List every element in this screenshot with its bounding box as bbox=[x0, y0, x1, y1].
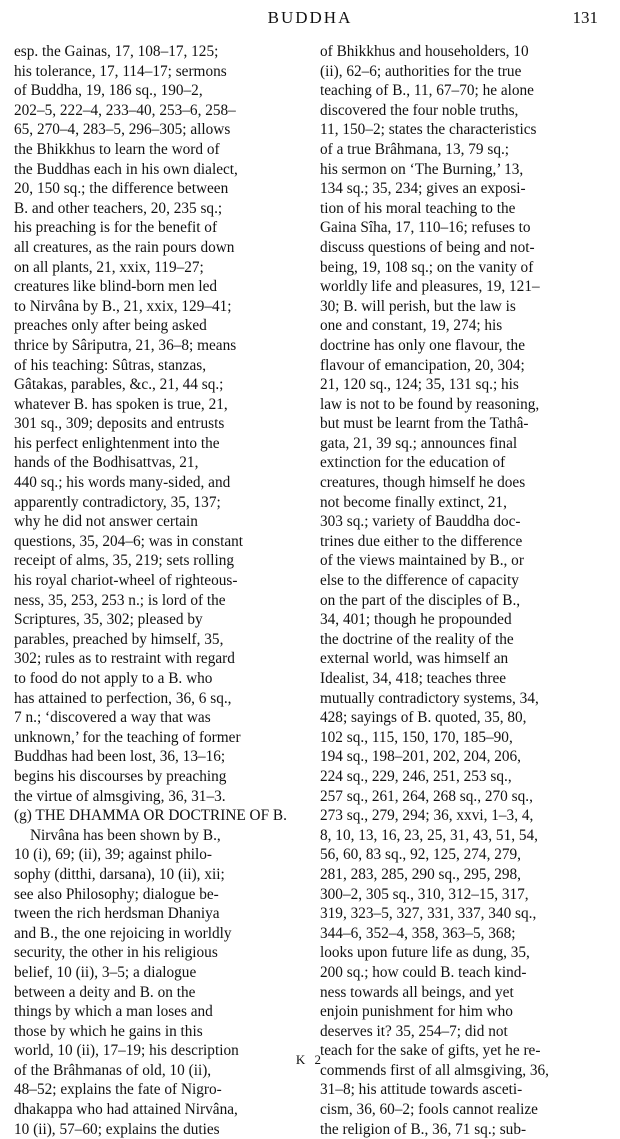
index-line: not become finally extinct, 21, bbox=[320, 493, 507, 511]
index-line: belief, 10 (ii), 3–5; a dialogue bbox=[14, 963, 197, 981]
index-line: begins his discourses by preaching bbox=[14, 767, 227, 785]
index-line: doctrine has only one flavour, the bbox=[320, 336, 525, 354]
index-line: Nirvâna has been shown by B., bbox=[30, 826, 221, 844]
index-line: to food do not apply to a B. who bbox=[14, 670, 213, 687]
index-line: the virtue of almsgiving, 36, 31–3. bbox=[14, 787, 226, 805]
index-line: receipt of alms, 35, 219; sets rolling bbox=[14, 552, 235, 570]
index-line: 102 sq., 115, 150, 170, 185–90, bbox=[320, 728, 513, 746]
index-line: of Bhikkhus and householders, 10 bbox=[320, 43, 529, 60]
index-line: 344–6, 352–4, 358, 363–5, 368; bbox=[320, 924, 516, 942]
index-line: B. and other teachers, 20, 235 sq.; bbox=[14, 199, 223, 217]
index-line: 134 sq.; 35, 234; gives an exposi- bbox=[320, 180, 526, 198]
index-line: tion of his moral teaching to the bbox=[320, 199, 516, 217]
index-line: the doctrine of the reality of the bbox=[320, 630, 514, 648]
index-line: else to the difference of capacity bbox=[320, 572, 519, 590]
index-line: one and constant, 19, 274; his bbox=[320, 317, 503, 335]
signature-mark: K 2 bbox=[295, 1052, 325, 1067]
index-line: 302; rules as to restraint with regard bbox=[14, 650, 235, 668]
index-line: mutually contradictory systems, 34, bbox=[320, 689, 539, 707]
index-line: looks upon future life as dung, 35, bbox=[320, 944, 530, 962]
index-line: Idealist, 34, 418; teaches three bbox=[320, 670, 507, 687]
index-line: see also Philosophy; dialogue be- bbox=[14, 885, 219, 903]
index-line: 11, 150–2; states the characteristics bbox=[320, 121, 537, 139]
index-line: his royal chariot-wheel of righteous- bbox=[14, 572, 238, 590]
index-line: creatures like blind-born men led bbox=[14, 278, 218, 296]
index-line: thrice by Sâriputra, 21, 36–8; means bbox=[14, 336, 237, 354]
index-line: esp. the Gainas, 17, 108–17, 125; bbox=[14, 43, 219, 60]
index-line: 300–2, 305 sq., 310, 312–15, 317, bbox=[320, 885, 529, 903]
index-line: 194 sq., 198–201, 202, 204, 206, bbox=[320, 748, 521, 766]
index-line: Buddhas had been lost, 36, 13–16; bbox=[14, 748, 226, 766]
index-line: of the Brâhmanas of old, 10 (ii), bbox=[14, 1061, 212, 1079]
index-line: whatever B. has spoken is true, 21, bbox=[14, 395, 228, 413]
index-line: parables, preached by himself, 35, bbox=[14, 630, 224, 648]
index-line: his sermon on ‘The Burning,’ 13, bbox=[320, 160, 524, 178]
index-line: cism, 36, 60–2; fools cannot realize bbox=[320, 1101, 538, 1119]
index-line: 10 (ii), 57–60; explains the duties bbox=[14, 1120, 220, 1138]
index-line: apparently contradictory, 35, 137; bbox=[14, 493, 221, 511]
index-line: Gâtakas, parables, &c., 21, 44 sq.; bbox=[14, 376, 224, 394]
index-line: enjoin punishment for him who bbox=[320, 1003, 513, 1021]
index-line: 202–5, 222–4, 233–40, 253–6, 258– bbox=[14, 101, 236, 119]
left-column bbox=[14, 42, 292, 1139]
index-line: teach for the sake of gifts, yet he re- bbox=[320, 1042, 541, 1060]
index-line: 65, 270–4, 283–5, 296–305; allows bbox=[14, 121, 231, 139]
index-line: 8, 10, 13, 16, 23, 25, 31, 43, 51, 54, bbox=[320, 826, 538, 844]
index-line: law is not to be found by reasoning, bbox=[320, 395, 540, 413]
index-line: but must be learnt from the Tathâ- bbox=[320, 415, 529, 433]
index-line: 303 sq.; variety of Bauddha doc- bbox=[320, 513, 521, 531]
index-line: commends first of all almsgiving, 36, bbox=[320, 1061, 549, 1079]
index-line: Gaina Sîha, 17, 110–16; refuses to bbox=[320, 219, 531, 237]
index-line: of a true Brâhmana, 13, 79 sq.; bbox=[320, 140, 510, 158]
index-line: sophy (ditthi, darsana), 10 (ii), xii; bbox=[14, 865, 225, 883]
index-line: trines due either to the difference bbox=[320, 532, 523, 550]
index-line: things by which a man loses and bbox=[14, 1003, 213, 1021]
index-line: discuss questions of being and not- bbox=[320, 238, 535, 256]
index-line: to Nirvâna by B., 21, xxix, 129–41; bbox=[14, 297, 232, 315]
index-line: on all plants, 21, xxix, 119–27; bbox=[14, 258, 204, 276]
page-number: 131 bbox=[572, 8, 598, 27]
index-line: 257 sq., 261, 264, 268 sq., 270 sq., bbox=[320, 787, 533, 805]
index-line: preaches only after being asked bbox=[14, 317, 207, 335]
index-line: on the part of the disciples of B., bbox=[320, 591, 521, 609]
index-line: 48–52; explains the fate of Nigro- bbox=[14, 1081, 222, 1099]
page-header bbox=[0, 8, 620, 34]
index-line: 428; sayings of B. quoted, 35, 80, bbox=[320, 709, 527, 727]
index-line: 56, 60, 83 sq., 92, 125, 274, 279, bbox=[320, 846, 521, 864]
index-line: being, 19, 108 sq.; on the vanity of bbox=[320, 258, 534, 276]
index-line: discovered the four noble truths, bbox=[320, 101, 519, 119]
index-line: of his teaching: Sûtras, stanzas, bbox=[14, 356, 207, 374]
right-column bbox=[320, 42, 598, 1139]
index-line: ness towards all beings, and yet bbox=[320, 983, 514, 1001]
index-line: the Buddhas each in his own dialect, bbox=[14, 160, 238, 178]
index-line: worldly life and pleasures, 19, 121– bbox=[320, 278, 540, 296]
index-line: 224 sq., 229, 246, 251, 253 sq., bbox=[320, 767, 512, 785]
index-line: all creatures, as the rain pours down bbox=[14, 238, 235, 256]
index-line: (g) THE DHAMMA OR DOCTRINE OF B. bbox=[14, 807, 287, 825]
index-line: 34, 401; though he propounded bbox=[320, 611, 512, 629]
index-line: 273 sq., 279, 294; 36, xxvi, 1–3, 4, bbox=[320, 807, 534, 825]
index-line: why he did not answer certain bbox=[14, 513, 198, 531]
index-line: of Buddha, 19, 186 sq., 190–2, bbox=[14, 82, 203, 100]
index-line: tween the rich herdsman Dhaniya bbox=[14, 905, 220, 923]
index-line: the religion of B., 36, 71 sq.; sub- bbox=[320, 1120, 527, 1138]
index-line: external world, was himself an bbox=[320, 650, 509, 668]
index-line: ness, 35, 253, 253 n.; is lord of the bbox=[14, 591, 226, 609]
index-line: flavour of emancipation, 20, 304; bbox=[320, 356, 525, 374]
index-line: deserves it? 35, 254–7; did not bbox=[320, 1022, 508, 1040]
index-line: extinction for the education of bbox=[320, 454, 506, 472]
index-line: and B., the one rejoicing in worldly bbox=[14, 924, 232, 942]
index-line: dhakappa who had attained Nirvâna, bbox=[14, 1101, 238, 1119]
index-line: 31–8; his attitude towards asceti- bbox=[320, 1081, 523, 1099]
index-line: 21, 120 sq., 124; 35, 131 sq.; his bbox=[320, 376, 519, 394]
index-line: those by which he gains in this bbox=[14, 1022, 203, 1040]
index-line: his preaching is for the benefit of bbox=[14, 219, 218, 237]
index-line: 301 sq., 309; deposits and entrusts bbox=[14, 415, 225, 433]
index-line: has attained to perfection, 36, 6 sq., bbox=[14, 689, 232, 707]
running-head: BUDDHA bbox=[267, 8, 353, 27]
index-line: teaching of B., 11, 67–70; he alone bbox=[320, 82, 534, 100]
index-line: 200 sq.; how could B. teach kind- bbox=[320, 963, 527, 981]
index-line: gata, 21, 39 sq.; announces final bbox=[320, 434, 518, 452]
index-line: 281, 283, 285, 290 sq., 295, 298, bbox=[320, 865, 521, 883]
index-line: 10 (i), 69; (ii), 39; against philo- bbox=[14, 846, 212, 864]
index-line: (ii), 62–6; authorities for the true bbox=[320, 62, 522, 80]
index-line: questions, 35, 204–6; was in constant bbox=[14, 532, 244, 550]
index-line: the Bhikkhus to learn the word of bbox=[14, 140, 220, 158]
index-line: 30; B. will perish, but the law is bbox=[320, 297, 516, 315]
index-line: 440 sq.; his words many-sided, and bbox=[14, 474, 231, 492]
index-line: security, the other in his religious bbox=[14, 944, 218, 962]
index-line: world, 10 (ii), 17–19; his description bbox=[14, 1042, 239, 1060]
index-line: Scriptures, 35, 302; pleased by bbox=[14, 611, 203, 629]
index-line: between a deity and B. on the bbox=[14, 983, 196, 1001]
index-line: his perfect enlightenment into the bbox=[14, 434, 220, 452]
index-line: 7 n.; ‘discovered a way that was bbox=[14, 709, 211, 727]
index-line: unknown,’ for the teaching of former bbox=[14, 728, 241, 746]
index-line: 20, 150 sq.; the difference between bbox=[14, 180, 229, 198]
index-line: of the views maintained by B., or bbox=[320, 552, 524, 570]
index-line: 319, 323–5, 327, 331, 337, 340 sq., bbox=[320, 905, 537, 923]
index-line: his tolerance, 17, 114–17; sermons bbox=[14, 62, 227, 80]
index-line: hands of the Bodhisattvas, 21, bbox=[14, 454, 199, 472]
index-line: creatures, though himself he does bbox=[320, 474, 526, 492]
